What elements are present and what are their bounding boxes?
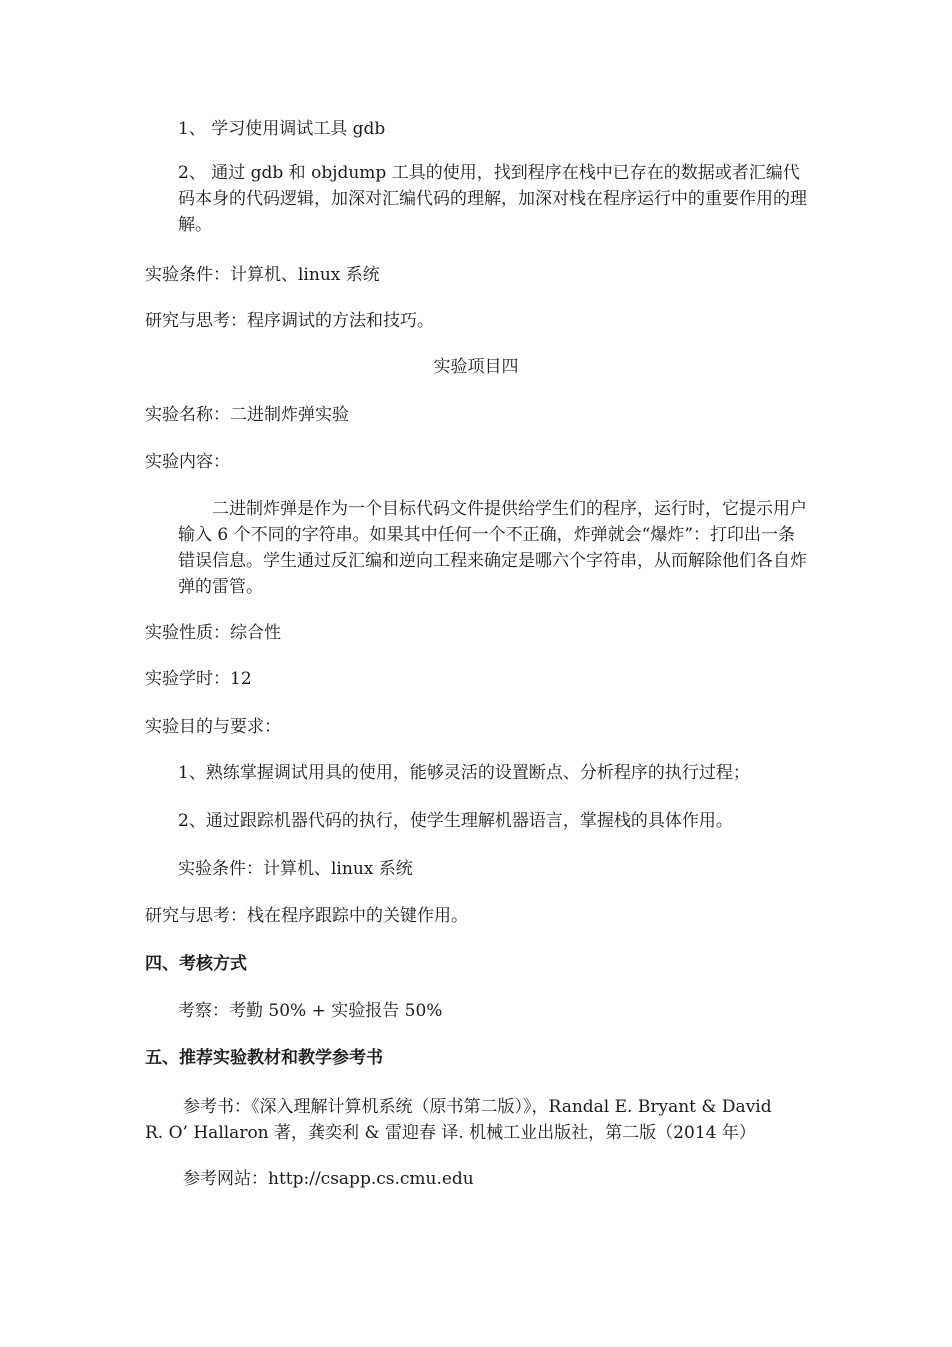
project4-content-label: 实验内容： [145, 452, 230, 472]
goal-item-2: 2、 通过 gdb 和 objdump 工具的使用，找到程序在栈中已存在的数据或者汇编代码本身的代码逻辑，加深对汇编代码的理解，加深对栈在程序运行中的重要作用的理解。 [178, 163, 807, 235]
project3-research: 研究与思考：程序调试的方法和技巧。 [145, 311, 434, 331]
project4-content-text: 二进制炸弹是作为一个目标代码文件提供给学生们的程序，运行时，它提示用户输入 6 个不同的字符串。如果其中任何一个不正确，炸弹就会“爆炸”：打印出一条错误信息。学生通过反汇编和逆向工程来确定是哪六个字符串，从而解除他们各自炸弹的雷管。 [178, 499, 807, 597]
project4-goals-label: 实验目的与要求： [145, 717, 281, 737]
goal-item-1: 1、 学习使用调试工具 gdb [178, 119, 386, 139]
project4-nature: 实验性质：综合性 [145, 623, 281, 643]
project4-hours: 实验学时：12 [145, 669, 252, 689]
reference-website: 参考网站：http://csapp.cs.cmu.edu [183, 1169, 474, 1189]
section5-heading: 五、推荐实验教材和教学参考书 [145, 1048, 383, 1068]
project4-goal-1: 1、熟练掌握调试用具的使用，能够灵活的设置断点、分析程序的执行过程； [178, 763, 750, 783]
project4-heading: 实验项目四 [433, 357, 519, 377]
project3-conditions: 实验条件：计算机、linux 系统 [145, 265, 380, 285]
project4-goal-2: 2、通过跟踪机器代码的执行，使学生理解机器语言，掌握栈的具体作用。 [178, 811, 733, 831]
section4-text: 考察：考勤 50% + 实验报告 50% [178, 1001, 443, 1021]
project4-name: 实验名称：二进制炸弹实验 [145, 405, 349, 425]
section4-heading: 四、考核方式 [145, 954, 247, 974]
project4-conditions: 实验条件：计算机、linux 系统 [178, 859, 413, 879]
project4-research: 研究与思考：栈在程序跟踪中的关键作用。 [145, 906, 468, 926]
reference-book-line-1: 参考书：《深入理解计算机系统（原书第二版）》，Randal E. Bryant & David [183, 1097, 772, 1117]
reference-book-line-2: R. O’ Hallaron 著，龚奕利 & 雷迎春 译. 机械工业出版社，第二版（2014 年） [145, 1123, 756, 1143]
